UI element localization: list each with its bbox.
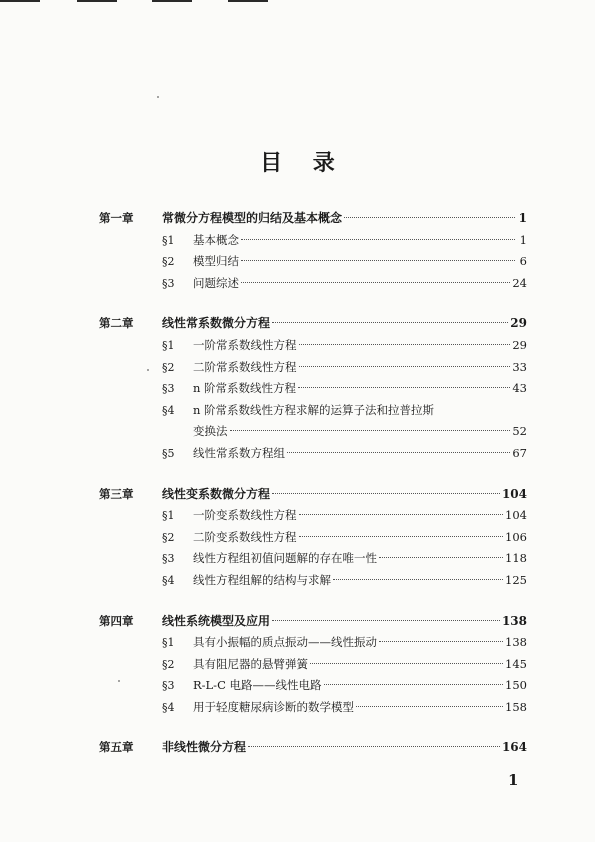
top-rule-1 [0, 0, 40, 2]
chapter-page: 104 [501, 486, 527, 501]
section-number: §3 [162, 552, 175, 566]
toc-entry-section[interactable] [0, 570, 595, 592]
section-page: 1 [519, 232, 527, 247]
table-of-contents [0, 208, 595, 778]
top-rule-4 [228, 0, 268, 2]
section-number: §2 [162, 657, 175, 671]
dot-leader [241, 260, 515, 261]
toc-entry-chapter[interactable] [0, 208, 595, 230]
toc-entry-chapter[interactable] [0, 313, 595, 335]
section-page: 104 [505, 508, 527, 523]
dot-leader [298, 387, 510, 388]
section-number: §1 [162, 233, 175, 247]
section-page: 24 [512, 275, 527, 290]
section-page: 67 [512, 445, 527, 460]
section-line [193, 273, 527, 295]
section-title: 一阶常系数线性方程 [193, 337, 297, 352]
dot-leader [379, 641, 503, 642]
page-title-text: 目 录 [260, 150, 335, 176]
chapter-title: 非线性微分方程 [162, 740, 247, 755]
chapter-number: 第一章 [99, 211, 134, 225]
section-title: 线性方程组解的结构与求解 [193, 572, 331, 587]
section-page: 29 [512, 337, 527, 352]
chapter-block [0, 611, 595, 719]
chapter-title: 线性系统模型及应用 [162, 613, 271, 628]
section-number: §3 [162, 679, 175, 693]
section-number: §4 [162, 403, 175, 417]
section-line [193, 400, 527, 422]
section-title: 二阶变系数线性方程 [193, 529, 297, 544]
dot-leader [299, 536, 504, 537]
section-number: §1 [162, 509, 175, 523]
toc-entry-section[interactable] [0, 443, 595, 465]
section-number: §3 [162, 276, 175, 290]
section-page: 138 [505, 635, 527, 650]
toc-entry-section[interactable] [0, 273, 595, 295]
toc-entry-section[interactable] [0, 548, 595, 570]
section-number: §4 [162, 700, 175, 714]
section-page: 145 [505, 656, 527, 671]
dot-leader [272, 493, 500, 494]
toc-entry-section[interactable] [0, 675, 595, 697]
section-title: 基本概念 [193, 232, 239, 247]
section-title: 问题综述 [193, 275, 239, 290]
section-line [193, 421, 527, 443]
section-page: 106 [505, 529, 527, 544]
section-page: 33 [512, 359, 527, 374]
section-number: §4 [162, 573, 175, 587]
dot-leader [248, 746, 500, 747]
dot-leader [230, 430, 511, 431]
chapter-block [0, 484, 595, 592]
dot-leader [299, 344, 511, 345]
toc-entry-chapter[interactable] [0, 484, 595, 506]
chapter-line [162, 484, 527, 506]
toc-entry-section[interactable] [0, 357, 595, 379]
toc-entry-chapter[interactable] [0, 737, 595, 759]
chapter-page: 164 [501, 740, 527, 755]
section-line [193, 335, 527, 357]
section-number: §2 [162, 530, 175, 544]
section-page: 118 [505, 551, 527, 566]
section-title: R-L-C 电路——线性电路 [193, 678, 322, 693]
chapter-line [162, 208, 527, 230]
chapter-number: 第五章 [99, 740, 134, 755]
chapter-title: 线性常系数微分方程 [162, 316, 271, 331]
section-number: §2 [162, 360, 175, 374]
section-line [193, 505, 527, 527]
toc-entry-section-continued[interactable] [0, 421, 595, 443]
section-title: 一阶变系数线性方程 [193, 508, 297, 523]
chapter-block [0, 737, 595, 759]
section-number: §5 [162, 446, 175, 460]
chapter-line [162, 611, 527, 633]
section-number: §2 [162, 255, 175, 269]
section-line [193, 357, 527, 379]
toc-entry-section[interactable] [0, 527, 595, 549]
dot-leader [333, 579, 503, 580]
toc-entry-section[interactable] [0, 230, 595, 252]
chapter-title: 线性变系数微分方程 [162, 486, 271, 501]
section-line [193, 527, 527, 549]
toc-entry-section[interactable] [0, 400, 595, 422]
dot-leader [287, 452, 510, 453]
toc-entry-section[interactable] [0, 335, 595, 357]
chapter-page: 1 [518, 211, 527, 225]
toc-entry-section[interactable] [0, 632, 595, 654]
section-page: 6 [519, 254, 527, 269]
toc-entry-section[interactable] [0, 654, 595, 676]
section-page: 52 [512, 424, 527, 439]
section-title-continued: 变换法 [193, 424, 228, 439]
dot-leader [272, 322, 508, 323]
section-title: 具有阻尼器的悬臂弹簧 [193, 656, 308, 671]
top-rule-3 [152, 0, 192, 2]
top-rule-2 [77, 0, 117, 2]
toc-entry-section[interactable] [0, 505, 595, 527]
section-page: 125 [505, 572, 527, 587]
section-number: §1 [162, 636, 175, 650]
section-line [193, 443, 527, 465]
dot-leader [310, 663, 503, 664]
chapter-number: 第四章 [99, 613, 134, 628]
chapter-title: 常微分方程模型的归结及基本概念 [162, 211, 343, 225]
page-number: 1 [508, 771, 519, 789]
section-title: 模型归结 [193, 254, 239, 269]
section-title: n 阶常系数线性方程求解的运算子法和拉普拉斯 [193, 402, 435, 417]
chapter-page: 29 [510, 316, 527, 331]
section-number: §1 [162, 338, 175, 352]
chapter-block [0, 208, 595, 294]
page-title [0, 146, 595, 177]
chapter-number: 第三章 [99, 486, 134, 501]
section-title: n 阶常系数线性方程 [193, 381, 297, 396]
section-line [193, 697, 527, 719]
dot-leader [272, 620, 500, 621]
section-line [193, 230, 527, 252]
section-line [193, 654, 527, 676]
section-page: 150 [505, 678, 527, 693]
dot-leader [299, 366, 511, 367]
dot-leader [241, 282, 510, 283]
dot-leader [299, 514, 504, 515]
toc-entry-chapter[interactable] [0, 611, 595, 633]
dot-leader [379, 557, 503, 558]
toc-entry-section[interactable] [0, 697, 595, 719]
section-line [193, 548, 527, 570]
section-title: 线性常系数方程组 [193, 445, 285, 460]
section-title: 具有小振幅的质点振动——线性振动 [193, 635, 377, 650]
speck [157, 96, 159, 98]
section-line [193, 675, 527, 697]
dot-leader [356, 706, 503, 707]
section-line [193, 251, 527, 273]
section-line [193, 570, 527, 592]
section-page: 43 [512, 381, 527, 396]
section-line [193, 632, 527, 654]
section-page: 158 [505, 699, 527, 714]
section-title: 线性方程组初值问题解的存在唯一性 [193, 551, 377, 566]
chapter-line [162, 313, 527, 335]
section-line [193, 378, 527, 400]
chapter-block [0, 313, 595, 464]
dot-leader [344, 217, 515, 218]
dot-leader [241, 239, 515, 240]
toc-entry-section[interactable] [0, 378, 595, 400]
section-title: 二阶常系数线性方程 [193, 359, 297, 374]
chapter-number: 第二章 [99, 316, 134, 331]
dot-leader [324, 684, 504, 685]
section-title: 用于轻度糖尿病诊断的数学模型 [193, 699, 354, 714]
section-number: §3 [162, 382, 175, 396]
toc-entry-section[interactable] [0, 251, 595, 273]
chapter-line [162, 737, 527, 759]
chapter-page: 138 [501, 613, 527, 628]
